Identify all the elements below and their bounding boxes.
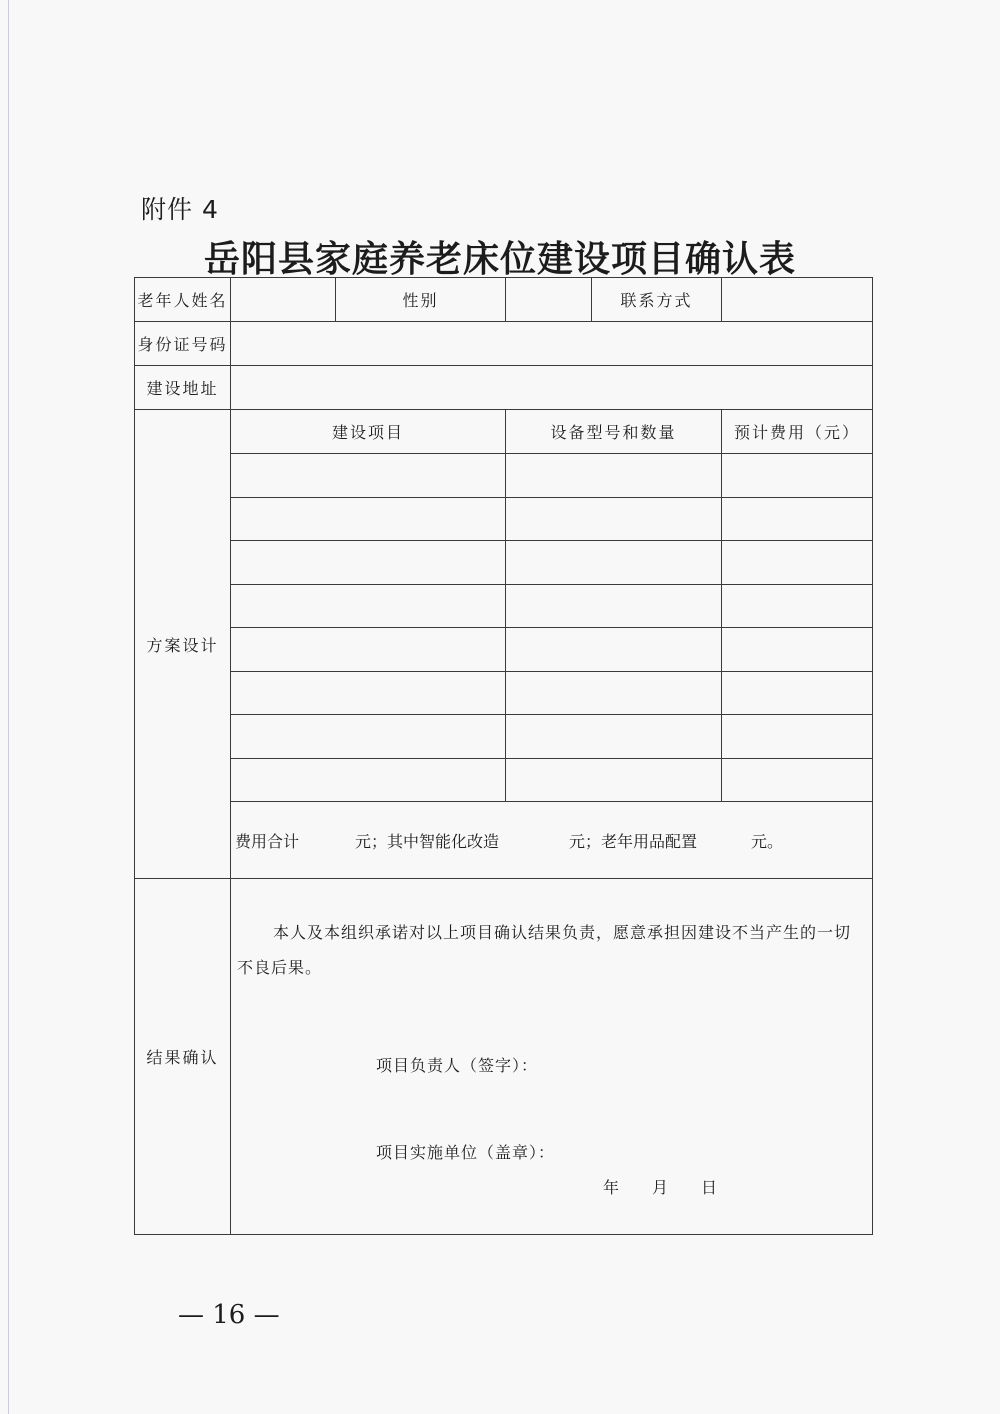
plan-equipment-cell[interactable] <box>506 671 722 715</box>
project-leader-signature[interactable]: 项目负责人（签字）： <box>376 1056 539 1075</box>
cost-smart-label: 元；其中智能化改造 <box>355 831 500 851</box>
attachment-label: 附件 4 <box>141 195 219 224</box>
plan-project-cell[interactable] <box>231 497 506 541</box>
id-number-label: 身份证号码 <box>135 322 231 366</box>
gender-label: 性别 <box>336 278 506 322</box>
plan-row <box>135 541 873 585</box>
page-number: — 16 — <box>178 1300 280 1330</box>
plan-design-label: 方案设计 <box>135 410 231 879</box>
plan-row <box>135 584 873 628</box>
date-year: 年 <box>603 1178 621 1197</box>
plan-row <box>135 758 873 802</box>
plan-project-cell[interactable] <box>231 758 506 802</box>
header-estimated-cost: 预计费用（元） <box>722 410 873 454</box>
plan-equipment-cell[interactable] <box>506 758 722 802</box>
address-label: 建设地址 <box>135 366 231 410</box>
address-field[interactable] <box>231 366 873 410</box>
plan-cost-cell[interactable] <box>722 715 873 759</box>
plan-row <box>135 454 873 498</box>
elder-name-label: 老年人姓名 <box>135 278 231 322</box>
plan-cost-cell[interactable] <box>722 454 873 498</box>
plan-project-cell[interactable] <box>231 715 506 759</box>
plan-equipment-cell[interactable] <box>506 541 722 585</box>
plan-cost-cell[interactable] <box>722 628 873 672</box>
id-number-field[interactable] <box>231 322 873 366</box>
plan-cost-cell[interactable] <box>722 497 873 541</box>
plan-cost-cell[interactable] <box>722 671 873 715</box>
date-line <box>603 1175 750 1198</box>
plan-equipment-cell[interactable] <box>506 584 722 628</box>
plan-row <box>135 628 873 672</box>
cost-summary <box>231 802 873 879</box>
confirmation-form-table <box>134 277 873 1235</box>
plan-cost-cell[interactable] <box>722 541 873 585</box>
plan-cost-cell[interactable] <box>722 584 873 628</box>
cost-end-label: 元。 <box>751 831 784 851</box>
date-day: 日 <box>701 1178 719 1197</box>
pledge-text: 本人及本组织承诺对以上项目确认结果负责，愿意承担因建设不当产生的一切不良后果。 <box>237 923 852 977</box>
plan-equipment-cell[interactable] <box>506 497 722 541</box>
cost-supplies-label: 元；老年用品配置 <box>569 831 698 851</box>
plan-row <box>135 671 873 715</box>
result-confirm-label: 结果确认 <box>135 879 231 1235</box>
date-month: 月 <box>652 1178 670 1197</box>
plan-row <box>135 497 873 541</box>
plan-row <box>135 715 873 759</box>
result-confirm-cell <box>231 879 873 1235</box>
contact-label: 联系方式 <box>592 278 722 322</box>
plan-project-cell[interactable] <box>231 584 506 628</box>
page-edge <box>8 0 9 1414</box>
plan-cost-cell[interactable] <box>722 758 873 802</box>
plan-equipment-cell[interactable] <box>506 454 722 498</box>
plan-project-cell[interactable] <box>231 541 506 585</box>
header-project: 建设项目 <box>231 410 506 454</box>
contact-field[interactable] <box>722 278 873 322</box>
plan-project-cell[interactable] <box>231 671 506 715</box>
plan-project-cell[interactable] <box>231 454 506 498</box>
plan-equipment-cell[interactable] <box>506 628 722 672</box>
header-equipment: 设备型号和数量 <box>506 410 722 454</box>
plan-equipment-cell[interactable] <box>506 715 722 759</box>
elder-name-field[interactable] <box>231 278 336 322</box>
gender-field[interactable] <box>506 278 592 322</box>
plan-project-cell[interactable] <box>231 628 506 672</box>
implementing-unit-seal[interactable]: 项目实施单位（盖章）： <box>376 1143 556 1162</box>
cost-total-label: 费用合计 <box>235 831 300 851</box>
page-title: 岳阳县家庭养老床位建设项目确认表 <box>203 238 796 280</box>
